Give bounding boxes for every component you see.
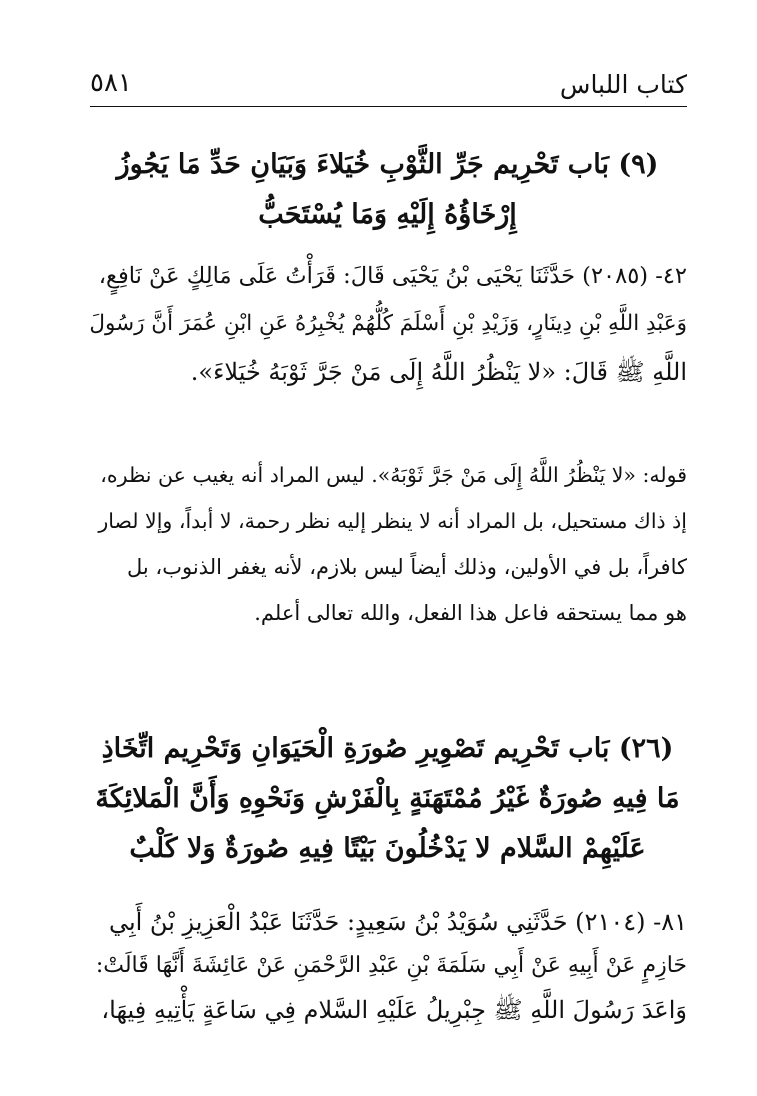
chapter-9-heading (88, 140, 687, 240)
hadith-42-line: اللَّهِ ﷺ قَالَ: «لا يَنْظُرُ اللَّهُ إِلَى مَنْ جَرَّ ثَوْبَهُ خُيَلاءَ». (190, 358, 687, 386)
chapter-26-line: (٢٦) بَاب تَحْرِيم تَصْوِيرِ صُورَةِ الْحَيَوَانِ وَتَحْرِيم اتِّخَاذِ (101, 733, 674, 764)
commentary-line: هو مما يستحقه فاعل هذا الفعل، والله تعالى أعلم. (254, 601, 687, 625)
page-header (90, 62, 687, 107)
commentary-line: قوله: «لا يَنْظُرُ اللَّهُ إِلَى مَنْ جَرَّ ثَوْبَهُ». ليس المراد أنه يغيب عن نظره، (100, 463, 687, 487)
chapter-9-line: إِرْخَاؤُهُ إِلَيْهِ وَمَا يُسْتَحَبُّ (258, 199, 517, 230)
page-number: ٥٨١ (90, 68, 132, 98)
hadith-81-line: وَاعَدَ رَسُولَ اللَّهِ ﷺ جِبْرِيلُ عَلَيْهِ السَّلام فِي سَاعَةٍ يَأْتِيهِ فِيهَا، (101, 996, 687, 1024)
hadith-81 (88, 900, 687, 1032)
hadith-81-line: حَازِمٍ عَنْ أَبِيهِ عَنْ أَبِي سَلَمَةَ بْنِ عَبْدِ الرَّحْمَنِ عَنْ عَائِشَةَ أَنَّهَا قَالَتْ: (95, 953, 687, 978)
commentary-line: كافراً، بل في الأولين، وذلك أيضاً ليس بلازم، لأنه يغفر الذنوب، بل (127, 555, 687, 579)
hadith-42 (88, 252, 687, 396)
hadith-81-line: ٨١- (٢١٠٤) حَدَّثَنِي سُوَيْدُ بْنُ سَعِيدٍ: حَدَّثَنَا عَبْدُ الْعَزِيزِ بْنُ أَبِي (108, 908, 687, 936)
chapter-26-heading (88, 724, 687, 874)
commentary-line: إذ ذاك مستحيل، بل المراد أنه لا ينظر إليه نظر رحمة، لا أبداً، وإلا لصار (98, 509, 687, 533)
chapter-26-line: عَلَيْهِمْ السَّلام لا يَدْخُلُونَ بَيْتًا فِيهِ صُورَةٌ وَلا كَلْبٌ (129, 833, 646, 864)
book-title: كتاب اللباس (559, 70, 687, 99)
hadith-42-line: وَعَبْدِ اللَّهِ بْنِ دِينَارٍ، وَزَيْدِ بْنِ أَسْلَمَ كُلُّهُمْ يُخْبِرُهُ عَنِ ابْنِ عُمَرَ أَنَّ رَسُولَ (89, 311, 687, 336)
commentary (88, 452, 687, 636)
chapter-26-line: مَا فِيهِ صُورَةٌ غَيْرُ مُمْتَهَنَةٍ بِالْفَرْشِ وَنَحْوِهِ وَأَنَّ الْمَلائِكَةَ (95, 783, 680, 814)
hadith-42-line: ٤٢- (٢٠٨٥) حَدَّثَنَا يَحْيَى بْنُ يَحْيَى قَالَ: قَرَأْتُ عَلَى مَالِكٍ عَنْ نَافِعٍ، (98, 263, 687, 289)
chapter-9-line: (٩) بَاب تَحْرِيم جَرِّ الثَّوْبِ خُيَلاءَ وَبَيَانِ حَدِّ مَا يَجُوزُ (116, 149, 659, 180)
